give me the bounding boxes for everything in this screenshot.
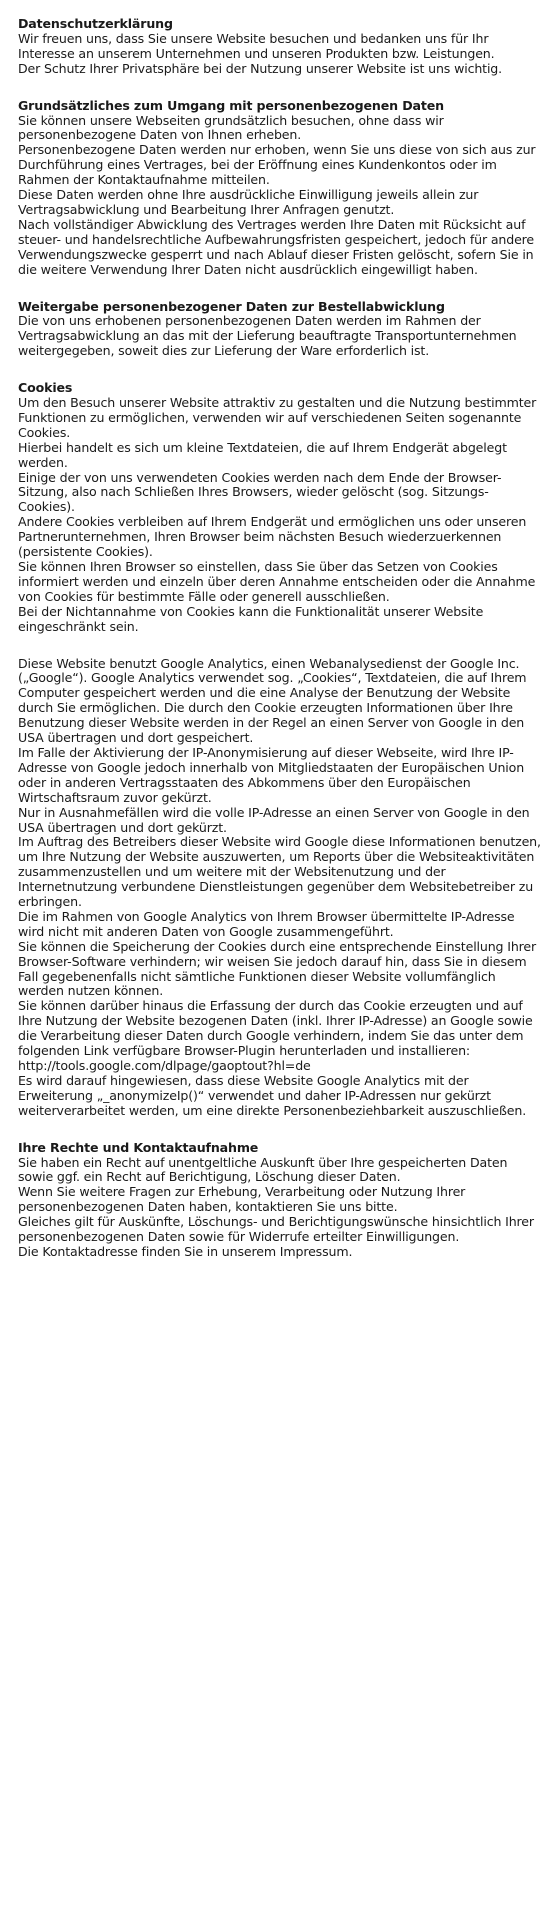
section-paragraph: http://tools.google.com/dlpage/gaoptout?hl=de: [18, 1058, 311, 1073]
section-paragraph: Nur in Ausnahmefällen wird die volle IP-Adresse an einen Server von Google in den USA übertragen und dort gekürzt.: [18, 804, 530, 835]
section-paragraph: Sie können darüber hinaus die Erfassung der durch das Cookie erzeugten und auf Ihre Nutzung der Website bezogenen Daten (inkl. Ihrer IP-Adresse) an Google sowie die Verarbeitung dieser Daten durch Google verhindern, indem Sie das unter dem folgenden Link verfügbare Browser-Plugin herunterladen und installieren:: [18, 998, 533, 1059]
section-6: [18, 1141, 543, 1260]
section-paragraph: Sie können die Speicherung der Cookies durch eine entsprechende Einstellung Ihrer Browser-Software verhindern; wir weisen Sie jedoch darauf hin, dass Sie in diesem Fall gegebenenfalls nicht sämtliche Funktionen dieser Website vollumfänglich werden nutzen können.: [18, 938, 537, 999]
section-paragraph: Personenbezogene Daten werden nur erhoben, wenn Sie uns diese von sich aus zur Durchführung eines Vertrages, bei der Eröffnung eines Kundenkontos oder im Rahmen der Kontaktaufnahme mitteilen.: [18, 142, 536, 188]
section-heading: Ihre Rechte und Kontaktaufnahme: [18, 1139, 259, 1155]
section-paragraph: Gleiches gilt für Auskünfte, Löschungs- und Berichtigungswünsche hinsichtlich Ihrer personenbezogenen Daten sowie für Widerrufe erteilter Einwilligungen.: [18, 1214, 534, 1245]
section-heading: Grundsätzliches zum Umgang mit personenbezogenen Daten: [18, 97, 444, 113]
section-paragraph: Sie haben ein Recht auf unentgeltliche Auskunft über Ihre gespeicherten Daten sowie ggf. ein Recht auf Berichtigung, Löschung dieser Daten.: [18, 1154, 508, 1185]
section-paragraph: Wenn Sie weitere Fragen zur Erhebung, Verarbeitung oder Nutzung Ihrer personenbezogenen Daten haben, kontaktieren Sie uns bitte.: [18, 1184, 466, 1215]
section-1: [18, 17, 543, 77]
section-paragraph: Diese Daten werden ohne Ihre ausdrückliche Einwilligung jeweils allein zur Vertragsabwicklung und Bearbeitung Ihrer Anfragen genutzt.: [18, 187, 479, 217]
section-paragraph: Um den Besuch unserer Website attraktiv zu gestalten und die Nutzung bestimmter Funktionen zu ermöglichen, verwenden wir auf verschiedenen Seiten sogenannte Cookies.: [18, 395, 537, 440]
section-paragraph: Die im Rahmen von Google Analytics von Ihrem Browser übermittelte IP-Adresse wird nicht mit anderen Daten von Google zusammengeführt.: [18, 908, 515, 939]
section-paragraph: Wir freuen uns, dass Sie unsere Website besuchen und bedanken uns für Ihr Interesse an unserem Unternehmen und unseren Produkten bzw. Leistungen.: [18, 30, 495, 61]
section-paragraph: Die Kontaktadresse finden Sie in unserem Impressum.: [18, 1243, 353, 1259]
section-paragraph: Es wird darauf hingewiesen, dass diese Website Google Analytics mit der Erweiterung „_anonymizeIp()“ verwendet und daher IP-Adressen nur gekürzt weiterverarbeitet werden, um eine direkte Personenbeziehbarkeit auszuschließen.: [18, 1072, 527, 1118]
section-paragraph: Hierbei handelt es sich um kleine Textdateien, die auf Ihrem Endgerät abgelegt werden.: [18, 439, 507, 470]
section-paragraph: Im Auftrag des Betreibers dieser Website wird Google diese Informationen benutzen, um Ihre Nutzung der Website auszuwerten, um Reports über die Websiteaktivitäten zusammenzustellen und um weitere mit der Websitenutzung und der Internetnutzung verbundene Dienstleistungen gegenüber dem Websitebetreiber zu erbringen.: [18, 834, 541, 910]
section-paragraph: Andere Cookies verbleiben auf Ihrem Endgerät und ermöglichen uns oder unseren Partnerunternehmen, Ihren Browser beim nächsten Besuch wiederzuerkennen (persistente Cookies).: [18, 514, 527, 560]
section-2: [18, 99, 543, 278]
section-heading: Weitergabe personenbezogener Daten zur Bestellabwicklung: [18, 298, 445, 314]
section-paragraph: Einige der von uns verwendeten Cookies werden nach dem Ende der Browser-Sitzung, also nach Schließen Ihres Browsers, wieder gelöscht (sog. Sitzungs-Cookies).: [18, 469, 502, 515]
section-paragraph: Der Schutz Ihrer Privatsphäre bei der Nutzung unserer Website ist uns wichtig.: [18, 60, 503, 76]
section-4: [18, 381, 543, 634]
section-paragraph: Nach vollständiger Abwicklung des Vertrages werden Ihre Daten mit Rücksicht auf steuer- und handelsrechtliche Aufbewahrungsfristen gespeichert, jedoch für andere Verwendungszwecke gesperrt und nach Ablauf dieser Fristen gelöscht, sofern Sie in die weitere Verwendung Ihrer Daten nicht ausdrücklich eingewilligt haben.: [18, 216, 535, 277]
section-paragraph: Sie können Ihren Browser so einstellen, dass Sie über das Setzen von Cookies informiert werden und einzeln über deren Annahme entscheiden oder die Annahme von Cookies für bestimmte Fälle oder generell ausschließen.: [18, 559, 536, 604]
section-5: [18, 657, 543, 1119]
section-heading: Datenschutzerklärung: [18, 16, 173, 31]
section-paragraph: Im Falle der Aktivierung der IP-Anonymisierung auf dieser Webseite, wird Ihre IP-Adresse von Google jedoch innerhalb von Mitgliedstaaten der Europäischen Union oder in anderen Vertragsstaaten des Abkommens über den Europäischen Wirtschaftsraum zuvor gekürzt.: [18, 744, 525, 805]
section-heading: Cookies: [18, 380, 73, 396]
section-paragraph: Diese Website benutzt Google Analytics, einen Webanalysedienst der Google Inc. („Google“). Google Analytics verwendet sog. „Cookies“, Textdateien, die auf Ihrem Computer gespeichert werden und die eine Analyse der Benutzung der Website durch Sie ermöglichen. Die durch den Cookie erzeugten Informationen über Ihre Benutzung dieser Website werden in der Regel an einen Server von Google in den USA übertragen und dort gespeichert.: [18, 655, 527, 746]
section-paragraph: Sie können unsere Webseiten grundsätzlich besuchen, ohne dass wir personenbezogene Daten von Ihnen erheben.: [18, 112, 444, 143]
section-paragraph: Die von uns erhobenen personenbezogenen Daten werden im Rahmen der Vertragsabwicklung an das mit der Lieferung beauftragte Transportunternehmen weitergegeben, soweit dies zur Lieferung der Ware erforderlich ist.: [18, 313, 517, 359]
section-3: [18, 300, 543, 360]
section-paragraph: Bei der Nichtannahme von Cookies kann die Funktionalität unserer Website eingeschränkt sein.: [18, 603, 484, 634]
